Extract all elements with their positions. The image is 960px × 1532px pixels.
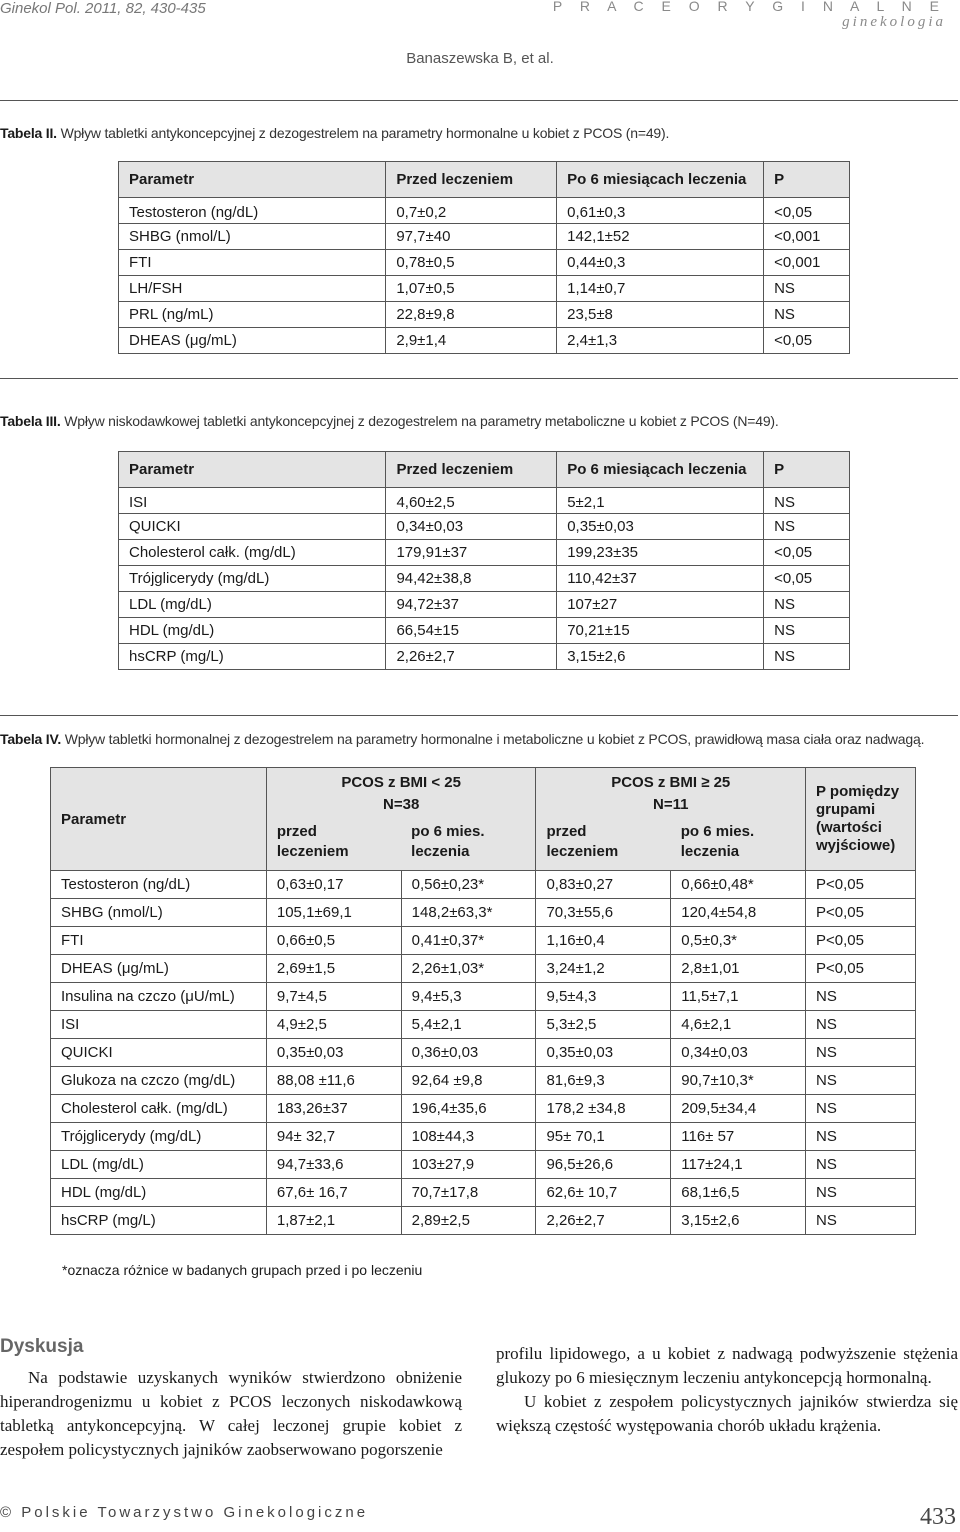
table-cell: NS [806, 1067, 916, 1095]
table-row [119, 566, 850, 592]
table-cell: 2,26±2,7 [386, 644, 557, 670]
table-cell: 70,3±55,6 [536, 899, 671, 927]
table-cell: NS [764, 592, 850, 618]
table4-g1-after: po 6 mies. leczenia [401, 816, 536, 871]
table-cell: 0,5±0,3* [671, 927, 806, 955]
table-cell: 88,08 ±11,6 [266, 1067, 401, 1095]
table-cell: 68,1±6,5 [671, 1179, 806, 1207]
table3-col-parametr: Parametr [119, 452, 386, 488]
table-cell: 9,5±4,3 [536, 983, 671, 1011]
table-cell: LDL (mg/dL) [51, 1151, 267, 1179]
table-cell: QUICKI [51, 1039, 267, 1067]
table-cell: Glukoza na czczo (mg/dL) [51, 1067, 267, 1095]
table2-col-before: Przed leczeniem [386, 162, 557, 198]
table-cell: DHEAS (μg/mL) [119, 328, 386, 354]
table-cell: NS [806, 1123, 916, 1151]
table-row [51, 955, 916, 983]
table-cell: 1,16±0,4 [536, 927, 671, 955]
table-row [51, 899, 916, 927]
table-cell: Testosteron (ng/dL) [51, 871, 267, 899]
table-cell: 120,4±54,8 [671, 899, 806, 927]
table-cell: 0,78±0,5 [386, 250, 557, 276]
table-cell: 199,23±35 [557, 540, 764, 566]
table-cell: Trójglicerydy (mg/dL) [51, 1123, 267, 1151]
table-cell: 5,4±2,1 [401, 1011, 536, 1039]
table-cell: 81,6±9,3 [536, 1067, 671, 1095]
table-cell: ISI [51, 1011, 267, 1039]
table-3 [118, 451, 850, 670]
discussion-paragraph: profilu lipidowego, a u kobiet z nadwagą podwyższenie stężenia glukozy po 6 miesięcznym leczeniu antykoncepcją hormonalną. [496, 1344, 958, 1387]
table-cell: P<0,05 [806, 871, 916, 899]
table-cell: 3,24±1,2 [536, 955, 671, 983]
table-cell: 94,42±38,8 [386, 566, 557, 592]
table-row [51, 1207, 916, 1235]
table-cell: 178,2 ±34,8 [536, 1095, 671, 1123]
table-cell: NS [806, 1207, 916, 1235]
table-cell: 0,66±0,5 [266, 927, 401, 955]
table-cell: 66,54±15 [386, 618, 557, 644]
table-cell: NS [764, 514, 850, 540]
table-cell: 97,7±40 [386, 224, 557, 250]
table4-group-row [51, 768, 916, 817]
table-cell: HDL (mg/dL) [119, 618, 386, 644]
table-cell: 92,64 ±9,8 [401, 1067, 536, 1095]
table-cell: Insulina na czczo (μU/mL) [51, 983, 267, 1011]
table-cell: 179,91±37 [386, 540, 557, 566]
table3-header-row [119, 452, 850, 488]
table-cell: hsCRP (mg/L) [51, 1207, 267, 1235]
discussion-left-column [0, 1366, 462, 1462]
table-cell: 2,26±1,03* [401, 955, 536, 983]
table-row [119, 302, 850, 328]
table-cell: 2,89±2,5 [401, 1207, 536, 1235]
table-row [119, 514, 850, 540]
table-cell: 3,15±2,6 [557, 644, 764, 670]
table-cell: 116± 57 [671, 1123, 806, 1151]
table4-group1-n: N=38 [383, 796, 420, 813]
section-label: P R A C E O R Y G I N A L N E [552, 0, 946, 14]
table4-caption-label: Tabela IV. [0, 731, 62, 747]
table3-caption [0, 413, 779, 429]
journal-citation: Ginekol Pol. 2011, 82, 430-435 [0, 0, 206, 17]
table-row [51, 983, 916, 1011]
table-cell: 0,35±0,03 [266, 1039, 401, 1067]
table-cell: 0,63±0,17 [266, 871, 401, 899]
table4-g2-after: po 6 mies. leczenia [671, 816, 806, 871]
table-cell: 94± 32,7 [266, 1123, 401, 1151]
table-cell: 9,7±4,5 [266, 983, 401, 1011]
table-cell: NS [806, 1151, 916, 1179]
table-cell: NS [806, 983, 916, 1011]
table-cell: <0,05 [764, 540, 850, 566]
table-row [119, 644, 850, 670]
section-divider [0, 715, 958, 716]
table-row [51, 1095, 916, 1123]
table-row [51, 927, 916, 955]
table-cell: 62,6± 10,7 [536, 1179, 671, 1207]
table-row [51, 1151, 916, 1179]
table-cell: 2,9±1,4 [386, 328, 557, 354]
table-cell: Cholesterol całk. (mg/dL) [51, 1095, 267, 1123]
table-cell: 5±2,1 [557, 488, 764, 514]
table2-col-after: Po 6 miesiącach leczenia [557, 162, 764, 198]
table-cell: 0,34±0,03 [386, 514, 557, 540]
table-cell: 5,3±2,5 [536, 1011, 671, 1039]
table-cell: FTI [51, 927, 267, 955]
table-row [119, 198, 850, 224]
table-cell: P<0,05 [806, 899, 916, 927]
table-cell: 209,5±34,4 [671, 1095, 806, 1123]
table4-group2-title: PCOS z BMI ≥ 25 [611, 774, 731, 791]
table-cell: 142,1±52 [557, 224, 764, 250]
table-cell: 22,8±9,8 [386, 302, 557, 328]
table4-group2-n: N=11 [653, 796, 689, 813]
table-cell: HDL (mg/dL) [51, 1179, 267, 1207]
table-cell: 107±27 [557, 592, 764, 618]
table-cell: NS [764, 302, 850, 328]
discussion-right-column [496, 1342, 958, 1438]
table-row [119, 276, 850, 302]
table-cell: 0,41±0,37* [401, 927, 536, 955]
table-cell: NS [806, 1095, 916, 1123]
discussion-heading: Dyskusja [0, 1336, 84, 1357]
table-cell: 110,42±37 [557, 566, 764, 592]
table2-col-parametr: Parametr [119, 162, 386, 198]
table-cell: LH/FSH [119, 276, 386, 302]
header-divider [0, 100, 958, 101]
table-cell: 94,7±33,6 [266, 1151, 401, 1179]
table-cell: PRL (ng/mL) [119, 302, 386, 328]
table-cell: 4,6±2,1 [671, 1011, 806, 1039]
table-cell: 94,72±37 [386, 592, 557, 618]
table-cell: 0,56±0,23* [401, 871, 536, 899]
table-row [51, 1179, 916, 1207]
table3-col-p: P [764, 452, 850, 488]
table-cell: <0,001 [764, 250, 850, 276]
publisher-footer: © Polskie Towarzystwo Ginekologiczne [0, 1504, 369, 1521]
table-cell: 2,8±1,01 [671, 955, 806, 983]
table-cell: NS [764, 618, 850, 644]
table-row [119, 592, 850, 618]
table-cell: 108±44,3 [401, 1123, 536, 1151]
table-cell: Cholesterol całk. (mg/dL) [119, 540, 386, 566]
table-row [119, 540, 850, 566]
table-cell: 2,4±1,3 [557, 328, 764, 354]
table-cell: 0,35±0,03 [536, 1039, 671, 1067]
table-cell: 95± 70,1 [536, 1123, 671, 1151]
table2-caption-label: Tabela II. [0, 125, 57, 141]
table4-group1-title: PCOS z BMI < 25 [341, 774, 461, 791]
table-cell: 90,7±10,3* [671, 1067, 806, 1095]
table-cell: FTI [119, 250, 386, 276]
table-cell: 3,15±2,6 [671, 1207, 806, 1235]
table-cell: 4,60±2,5 [386, 488, 557, 514]
table-cell: 2,26±2,7 [536, 1207, 671, 1235]
table4-col-parametr: Parametr [51, 768, 267, 871]
table-cell: 196,4±35,6 [401, 1095, 536, 1123]
table-cell: <0,05 [764, 198, 850, 224]
table3-col-before: Przed leczeniem [386, 452, 557, 488]
table-cell: 9,4±5,3 [401, 983, 536, 1011]
section-divider [0, 378, 958, 379]
table-cell: 0,35±0,03 [557, 514, 764, 540]
table4-g2-before: przed leczeniem [536, 816, 671, 871]
table-cell: <0,05 [764, 328, 850, 354]
table-cell: 0,61±0,3 [557, 198, 764, 224]
table-cell: 0,7±0,2 [386, 198, 557, 224]
discussion-paragraph: U kobiet z zespołem policystycznych jajników stwierdza się większą częstość występowania chorób układu krążenia. [496, 1392, 958, 1435]
table-row [51, 1039, 916, 1067]
running-authors: Banaszewska B, et al. [406, 50, 554, 67]
table4-group2-header [536, 768, 806, 817]
table-cell: 67,6± 16,7 [266, 1179, 401, 1207]
table2-caption [0, 125, 669, 141]
table-row [51, 1067, 916, 1095]
table-cell: Trójglicerydy (mg/dL) [119, 566, 386, 592]
table4-col-p: P pomiędzy grupami (wartości wyjściowe) [806, 768, 916, 871]
table-cell: LDL (mg/dL) [119, 592, 386, 618]
table-cell: 23,5±8 [557, 302, 764, 328]
table-2 [118, 161, 850, 354]
table-cell: QUICKI [119, 514, 386, 540]
table-cell: hsCRP (mg/L) [119, 644, 386, 670]
page-number: 433 [920, 1504, 956, 1530]
table-cell: 96,5±26,6 [536, 1151, 671, 1179]
table4-group1-header [266, 768, 536, 817]
table-cell: 0,83±0,27 [536, 871, 671, 899]
table-cell: 105,1±69,1 [266, 899, 401, 927]
table-cell: 2,69±1,5 [266, 955, 401, 983]
table-cell: ISI [119, 488, 386, 514]
table4-caption [0, 731, 924, 747]
table-cell: 1,87±2,1 [266, 1207, 401, 1235]
table-cell: P<0,05 [806, 955, 916, 983]
table-cell: 0,36±0,03 [401, 1039, 536, 1067]
table4-g1-before: przed leczeniem [266, 816, 401, 871]
table-row [51, 1011, 916, 1039]
table-cell: NS [764, 488, 850, 514]
table-cell: 183,26±37 [266, 1095, 401, 1123]
table-cell: SHBG (nmol/L) [119, 224, 386, 250]
table-cell: 70,7±17,8 [401, 1179, 536, 1207]
table-cell: 4,9±2,5 [266, 1011, 401, 1039]
table-cell: P<0,05 [806, 927, 916, 955]
table-cell: SHBG (nmol/L) [51, 899, 267, 927]
table2-col-p: P [764, 162, 850, 198]
table-cell: 0,66±0,48* [671, 871, 806, 899]
table-row [119, 250, 850, 276]
table-row [119, 618, 850, 644]
table-cell: DHEAS (μg/mL) [51, 955, 267, 983]
table-row [119, 488, 850, 514]
table-cell: <0,05 [764, 566, 850, 592]
table-cell: 11,5±7,1 [671, 983, 806, 1011]
table-cell: Testosteron (ng/dL) [119, 198, 386, 224]
table3-caption-text: Wpływ niskodawkowej tabletki antykoncepcyjnej z dezogestrelem na parametry metaboliczne u kobiet z PCOS (N=49). [60, 413, 779, 429]
table-cell: 148,2±63,3* [401, 899, 536, 927]
table-cell: NS [764, 644, 850, 670]
table-cell: NS [806, 1179, 916, 1207]
table3-col-after: Po 6 miesiącach leczenia [557, 452, 764, 488]
table-cell: 103±27,9 [401, 1151, 536, 1179]
table-cell: <0,001 [764, 224, 850, 250]
table-cell: NS [806, 1011, 916, 1039]
table-cell: 1,14±0,7 [557, 276, 764, 302]
table2-header-row [119, 162, 850, 198]
table-row [119, 328, 850, 354]
table-4 [50, 767, 916, 1235]
table-row [119, 224, 850, 250]
section-sublabel: ginekologia [842, 14, 946, 30]
table-cell: 0,34±0,03 [671, 1039, 806, 1067]
table-cell: 0,44±0,3 [557, 250, 764, 276]
table-row [51, 1123, 916, 1151]
table4-footnote: *oznacza różnice w badanych grupach przed i po leczeniu [62, 1262, 423, 1278]
discussion-paragraph: Na podstawie uzyskanych wyników stwierdzono obniżenie hiperandrogenizmu u kobiet z PCOS leczonych niskodawkową tabletką antykoncepcyjną. W całej leczonej grupie kobiet z zespołem policystycznych jajników zaobserwowano pogorszenie [0, 1368, 462, 1459]
table-cell: 117±24,1 [671, 1151, 806, 1179]
table-cell: 70,21±15 [557, 618, 764, 644]
table4-caption-text: Wpływ tabletki hormonalnej z dezogestrelem na parametry hormonalne i metaboliczne u kobiet z PCOS, prawidłową masa ciała oraz nadwagą. [61, 731, 925, 747]
table-cell: 1,07±0,5 [386, 276, 557, 302]
table3-caption-label: Tabela III. [0, 413, 61, 429]
table-cell: NS [764, 276, 850, 302]
table-cell: NS [806, 1039, 916, 1067]
table-row [51, 871, 916, 899]
table2-caption-text: Wpływ tabletki antykoncepcyjnej z dezogestrelem na parametry hormonalne u kobiet z PCOS (n=49). [56, 125, 670, 141]
